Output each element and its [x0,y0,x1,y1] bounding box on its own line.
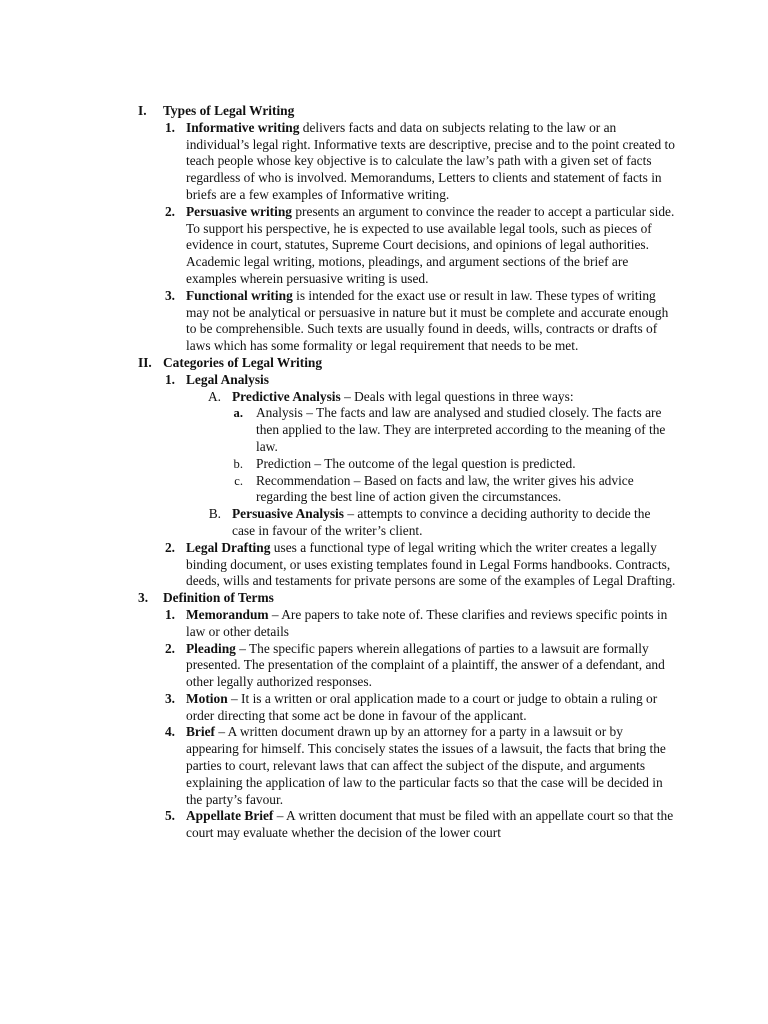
item-term: Legal Drafting [186,539,271,555]
sub-item-text [232,389,652,406]
sub-sub-item-letter: b. [233,456,243,471]
list-item [0,204,768,288]
sub-item-term: Persuasive Analysis [232,506,344,522]
item-number: 2. [164,539,175,555]
section-number: II. [138,354,152,370]
section-number: I. [138,103,147,118]
item-text [186,641,676,691]
item-body: uses a functional type of legal writing which the writer creates a legally binding document, or uses existing templates found in Legal Forms handbooks. Contracts, deeds, wills and testaments for private persons are some of the examples of Legal Drafting. [186,539,676,589]
sub-sub-item-text: Recommendation – Based on facts and law, the writer gives his advice regarding the best line of action given the circumstances. [256,472,634,505]
section-title: Types of Legal Writing [163,103,295,118]
item-text [186,540,676,590]
definition-item [0,691,768,725]
item-number: 3. [164,690,175,706]
section-heading [0,590,768,607]
item-number: 2. [164,640,175,656]
item-term: Memorandum [186,606,269,622]
document-body [0,103,768,842]
definition-item [0,808,768,842]
item-body: presents an argument to convince the reader to accept a particular side. To support his perspective, he is expected to use available legal tools, such as pieces of evidence in court, statutes, Supreme Court decisions, and opinions of legal authorities. Academic legal writing, motions, pleadings, and argument sections of the brief are examples wherein persuasive writing is used. [186,203,675,286]
item-number: 4. [164,724,175,740]
item-term: Brief [186,724,215,740]
item-number: 1. [164,371,175,387]
section-title: Categories of Legal Writing [163,354,323,370]
sub-item-body: – attempts to convince a deciding authority to decide the case in favour of the writer’s client. [232,506,651,538]
item-term: Informative writing [186,119,300,135]
sub-sub-item-letter: a. [233,406,243,421]
definition-item [0,607,768,641]
definition-item [0,641,768,691]
list-item [0,372,768,389]
item-number: 1. [164,119,175,135]
item-text [186,724,676,808]
sub-sub-item-text: Prediction – The outcome of the legal question is predicted. [256,455,576,471]
sub-item-text [232,506,652,540]
sub-item [0,506,768,540]
item-number: 3. [164,287,175,303]
sub-item [0,389,768,406]
item-title: Legal Analysis [186,371,269,387]
list-item [0,120,768,204]
sub-sub-item [0,473,768,507]
definition-item [0,724,768,808]
section-heading [0,355,768,372]
item-term: Motion [186,690,228,706]
section-heading [0,103,768,120]
list-item [0,540,768,590]
sub-sub-item-letter: c. [234,473,243,488]
sub-sub-item [0,456,768,473]
list-item [0,288,768,355]
item-number: 5. [164,808,175,824]
sub-item-letter: B. [208,506,221,522]
item-number: 2. [164,203,175,219]
section-number: 3. [138,590,149,606]
section-title: Definition of Terms [163,590,274,606]
item-body: – A written document drawn up by an attorney for a party in a lawsuit or by appearing for himself. This concisely states the issues of a lawsuit, the facts that bring the parties to court, relevant laws that can affect the subject of the dispute, and arguments explaining the application of law to the particular facts so that the case will be decided in the party’s favour. [186,724,666,807]
item-text [186,288,676,355]
item-body: delivers facts and data on subjects relating to the law or an individual’s legal right. Informative texts are descriptive, precise and to the point created to teach people whose key objective is to calculate the law’s path with a given set of facts regardless of who is involved. Memorandums, Letters to clients and statement of facts in briefs are a few examples of Informative writing. [186,119,675,202]
item-text [186,808,676,842]
item-text [186,607,676,641]
item-term: Persuasive writing [186,203,292,219]
sub-item-term: Predictive Analysis [232,388,341,404]
sub-sub-item-text: Analysis – The facts and law are analysed and studied closely. The facts are then applied to the law. They are interpreted according to the meaning of the law. [256,405,666,454]
item-number: 1. [164,606,175,622]
item-body: – A written document that must be filed with an appellate court so that the court may evaluate whether the decision of the lower court [186,808,674,841]
sub-item-body: – Deals with legal questions in three ways: [340,388,574,404]
item-term: Functional writing [186,287,293,303]
item-text [186,691,676,725]
item-body: – It is a written or oral application made to a court or judge to obtain a ruling or order directing that some act be done in favour of the applicant. [186,690,658,723]
item-term: Appellate Brief [186,808,274,824]
sub-item-letter: A. [207,388,221,404]
sub-sub-item [0,405,768,455]
item-text [186,120,676,204]
item-text [186,204,676,288]
item-body: – Are papers to take note of. These clarifies and reviews specific points in law or other details [186,606,668,639]
item-body: – The specific papers wherein allegations of parties to a lawsuit are formally presented. The presentation of the complaint of a plaintiff, the answer of a defendant, and other legally authorized responses. [186,640,665,690]
item-body: is intended for the exact use or result in law. These types of writing may not be analytical or persuasive in nature but it must be complete and accurate enough to be comprehensible. Such texts are usually found in deeds, wills, contracts or drafts of laws which has some formality or legal requirement that needs to be met. [186,287,669,354]
item-term: Pleading [186,640,236,656]
